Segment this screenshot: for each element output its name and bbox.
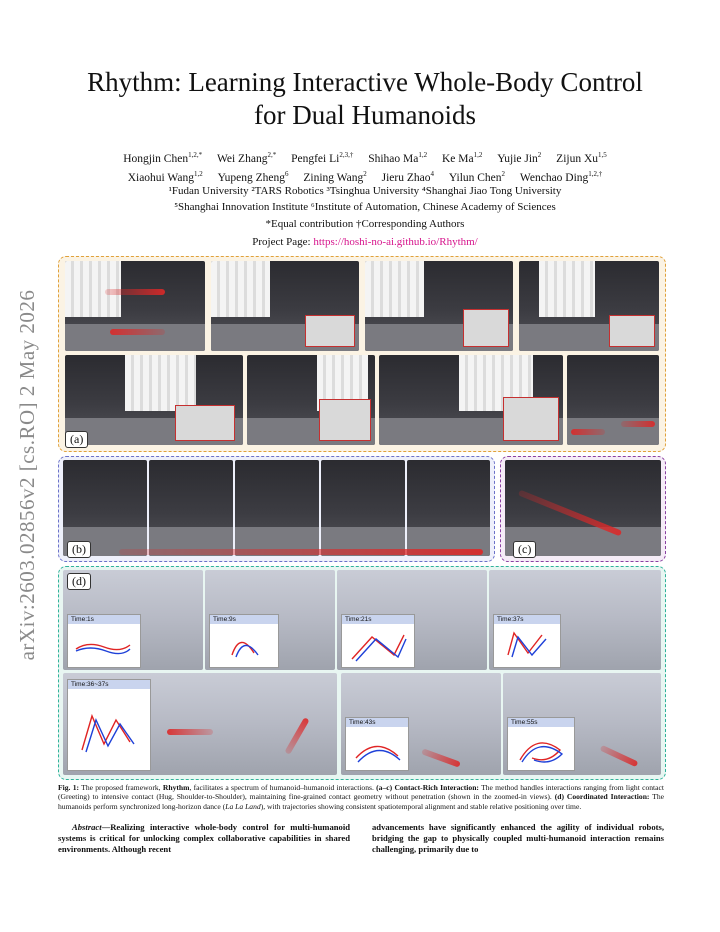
author: Xiaohui Wang$^{1,2}$	[127, 169, 203, 184]
title-line-2: for Dual Humanoids	[254, 100, 476, 130]
photo-shoulder	[379, 355, 563, 445]
project-page-label: Project Page:	[252, 236, 314, 248]
photo-greeting-2	[211, 261, 359, 351]
project-page	[60, 236, 670, 248]
project-page-link[interactable]: https://hoshi-no-ai.github.io/Rhythm/	[313, 236, 478, 248]
abstract-label: Abstract	[72, 822, 102, 832]
photo-dance-21s	[337, 570, 487, 670]
author: Yilun Chen$^2$	[448, 169, 506, 184]
figure-panel-d	[58, 566, 666, 780]
caption-text: The humanoids perform synchronized long-horizon dance (	[58, 792, 664, 811]
photo-b-5	[407, 460, 490, 556]
trajectory-plot	[493, 614, 561, 668]
contribution-notes: *Equal contribution †Corresponding Authors	[265, 218, 465, 230]
direction-arrow	[110, 329, 165, 335]
time-label: Time:36~37s	[68, 680, 150, 689]
photo-dance-9s	[205, 570, 335, 670]
direction-arrow	[600, 745, 639, 767]
caption-text: ), with trajectories showing consistent spatiotemporal alignment and stable relative positioning over time.	[260, 801, 582, 811]
direction-arrow	[421, 748, 461, 767]
author: Zining Wang$^2$	[303, 169, 367, 184]
abstract-column-left	[58, 822, 350, 854]
caption-bold: Rhythm	[162, 783, 190, 792]
trajectory-plot	[341, 614, 415, 668]
author: Wei Zhang$^{2,*}$	[216, 151, 277, 165]
caption-label: Fig. 1:	[58, 783, 80, 792]
authors-line-2	[60, 167, 670, 186]
direction-arrow	[571, 429, 605, 435]
direction-arrow	[284, 717, 309, 755]
zoom-inset	[609, 315, 655, 347]
author: Jieru Zhao$^4$	[381, 169, 434, 184]
panel-tag-c: (c)	[513, 541, 536, 558]
direction-arrow	[621, 421, 655, 427]
zoom-inset	[463, 309, 509, 347]
author: Wenchao Ding$^{1,2,\dagger}$	[519, 169, 603, 184]
author: Ke Ma$^{1,2}$	[441, 151, 483, 165]
direction-arrow	[105, 289, 165, 295]
authors-line-1	[60, 148, 670, 167]
photo-handshake	[365, 261, 513, 351]
photo-dance-36-37s	[63, 673, 337, 775]
photo-dance-43s	[341, 673, 501, 775]
direction-arrow	[167, 729, 213, 735]
figure-panel-b	[58, 456, 495, 562]
trajectory-plot	[67, 614, 141, 668]
title-line-1: Rhythm: Learning Interactive Whole-Body Control	[87, 67, 643, 97]
figure-panel-a	[58, 256, 666, 452]
photo-b-4	[321, 460, 405, 556]
author-list	[60, 148, 670, 186]
time-label: Time:55s	[508, 718, 574, 727]
trajectory-plot	[345, 717, 409, 771]
author: Yupeng Zheng$^6$	[217, 169, 289, 184]
time-label: Time:9s	[210, 615, 278, 624]
trajectory-plot	[209, 614, 279, 668]
author: Zijun Xu$^{1,5}$	[556, 151, 607, 165]
zoom-inset	[305, 315, 355, 347]
photo-b-3	[235, 460, 319, 556]
time-label: Time:1s	[68, 615, 140, 624]
affiliations-line-2: ⁵Shanghai Innovation Institute ⁶Institute of Automation, Chinese Academy of Sciences	[174, 201, 556, 213]
caption-text: , facilitates a spectrum of humanoid–humanoid interactions.	[189, 783, 377, 792]
photo-b-2	[149, 460, 233, 556]
caption-italic: La La Land	[225, 801, 261, 811]
time-label: Time:43s	[346, 718, 408, 727]
photo-walk-away	[567, 355, 659, 445]
figure-caption	[58, 783, 664, 811]
abstract-text: —Realizing interactive whole-body control for multi-humanoid systems is critical for unlocking complex collaborative capabilities in shared environments. Although recent	[58, 822, 350, 854]
figure-panel-c	[500, 456, 666, 562]
trajectory-plot	[507, 717, 575, 771]
panel-tag-b: (b)	[67, 541, 91, 558]
panel-tag-d: (d)	[67, 573, 91, 590]
photo-greeting-1	[65, 261, 205, 351]
time-label: Time:21s	[342, 615, 414, 624]
caption-text: The proposed framework,	[79, 783, 163, 792]
author: Shihao Ma$^{1,2}$	[368, 151, 428, 165]
photo-hug-2	[247, 355, 375, 445]
arxiv-identifier: arXiv:2603.02856v2 [cs.RO] 2 May 2026	[15, 289, 39, 661]
author: Pengfei $Li^{2,3,\dagger}$	[291, 151, 354, 165]
abstract-column-right: advancements have significantly enhanced the agility of individual robots, bridging the gap to physically coupled multi-humanoid interaction remains challenging, primarily due to	[372, 822, 664, 854]
zoom-inset	[503, 397, 559, 441]
zoom-inset	[175, 405, 235, 441]
trajectory-plot-zoomed	[67, 679, 151, 771]
author: Yujie Jin$^2$	[497, 151, 542, 165]
caption-text: The method handles interactions ranging from light contact (Greeting) to intensive contact (Hug, Shoulder-to-Shoulder), maintaining fine-grained contact geometry without penetration (shown in the zoomed-in views).	[58, 783, 665, 802]
paper-title	[60, 66, 670, 132]
caption-bold: (a–c) Contact-Rich Interaction:	[376, 783, 479, 792]
timeline-arrow	[119, 549, 483, 555]
caption-bold: (d) Coordinated Interaction:	[554, 792, 650, 802]
photo-hug-1	[65, 355, 243, 445]
photo-dance-55s	[503, 673, 661, 775]
panel-tag-a: (a)	[65, 431, 88, 448]
photo-step	[519, 261, 659, 351]
author: Hongjin Chen$^{1,2,*}$	[123, 151, 203, 165]
photo-dance-37s	[489, 570, 661, 670]
time-label: Time:37s	[494, 615, 560, 624]
affiliations-line-1: ¹Fudan University ²TARS Robotics ³Tsinghua University ⁴Shanghai Jiao Tong University	[168, 185, 562, 197]
zoom-inset	[319, 399, 371, 441]
